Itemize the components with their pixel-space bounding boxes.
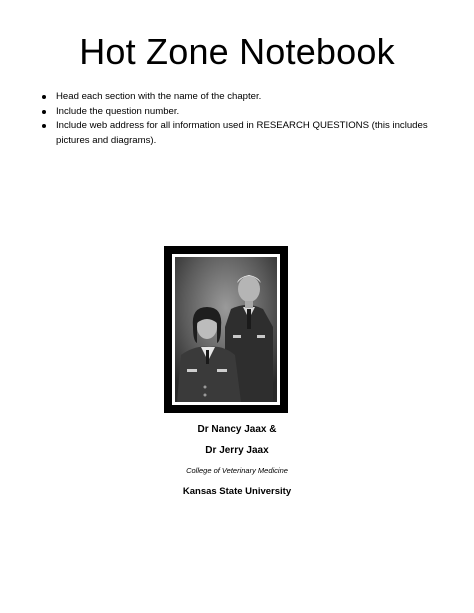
instruction-list bbox=[40, 90, 440, 148]
portrait-photo bbox=[175, 257, 277, 402]
caption-name-line-1: Dr Nancy Jaax & bbox=[197, 424, 277, 435]
list-item bbox=[40, 105, 440, 120]
list-item bbox=[40, 90, 440, 105]
page-title: Hot Zone Notebook bbox=[79, 31, 395, 72]
bullet-icon bbox=[42, 124, 46, 128]
list-item-text: Head each section with the name of the chapter. bbox=[56, 91, 262, 102]
list-item-text: Include web address for all information used in RESEARCH QUESTIONS (this includes pictures and diagrams). bbox=[56, 120, 428, 146]
photo-mat bbox=[172, 254, 280, 405]
list-item bbox=[40, 119, 440, 148]
list-item-text: Include the question number. bbox=[56, 105, 180, 117]
caption-name-line-2: Dr Jerry Jaax bbox=[205, 445, 269, 456]
photo-frame bbox=[164, 246, 288, 413]
bullet-icon bbox=[42, 110, 46, 114]
bullet-icon bbox=[42, 95, 46, 99]
caption-university: Kansas State University bbox=[182, 486, 292, 497]
portrait-image bbox=[175, 257, 277, 402]
caption-college: College of Veterinary Medicine bbox=[186, 466, 288, 475]
